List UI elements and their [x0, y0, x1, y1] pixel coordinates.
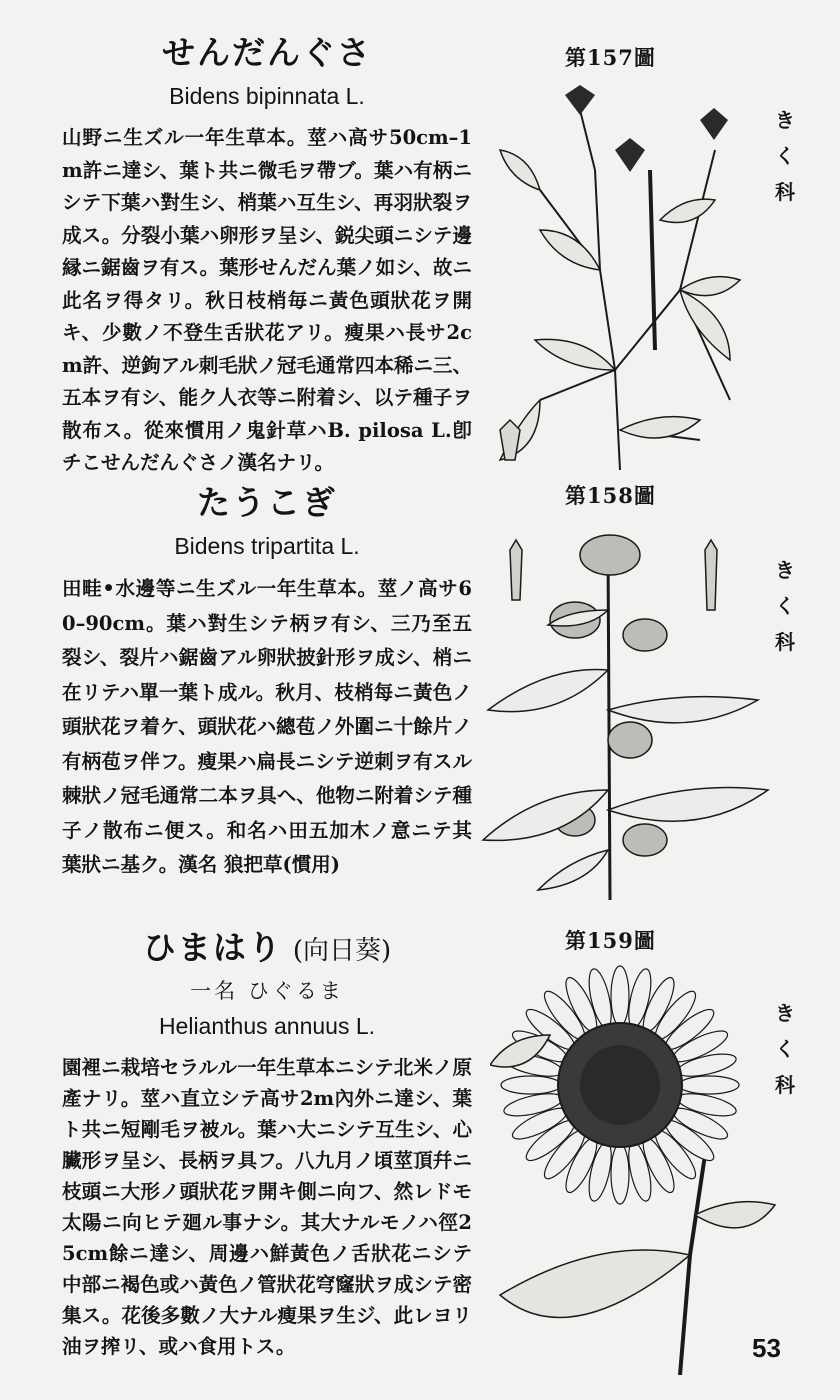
- alternate-name: 一名 ひぐるま: [190, 979, 344, 1003]
- sunflower-petal: [679, 1076, 739, 1094]
- sunflower-petal: [501, 1076, 561, 1094]
- entry-text: [62, 30, 472, 499]
- entry-text: [62, 480, 472, 902]
- scientific-name: Helianthus annuus L.: [158, 1013, 376, 1039]
- page-number: 53: [752, 1333, 781, 1363]
- scientific-name: Bidens bipinnata L.: [169, 83, 365, 109]
- sunflower-petal: [611, 966, 629, 1026]
- figure-label: 第157圖: [565, 45, 656, 70]
- entry-title: ひまはり (向日葵): [142, 928, 392, 967]
- bidens-tripartita-illustration: [480, 510, 780, 900]
- sunflower-petal: [611, 1144, 629, 1204]
- bidens-bipinnata-illustration: [480, 70, 760, 470]
- entry-title: たうこぎ: [197, 483, 337, 522]
- entry-description: 山野ニ生ズル一年生草本。莖ハ高サ50cm–1m許ニ達シ、葉ト共ニ微毛ヲ帶ブ。葉ハ有柄ニシテ下葉ハ對生シ、梢葉ハ互生シ、再羽狀裂ヲ成ス。分裂小葉ハ卵形ヲ呈シ、鋭尖頭ニシテ邊縁ニ鋸齒ヲ有ス。葉形せんだん葉ノ如シ、故ニ此名ヲ得タリ。秋日枝梢毎ニ黃色頭狀花ヲ開キ、少數ノ不登生舌狀花アリ。瘦果ハ長サ2cm許、逆鉤アル刺毛狀ノ冠毛通常四本稀ニ三、五本ヲ有シ、能ク人衣等ニ附着シ、以テ種子ヲ散布ス。從來慣用ノ鬼針草ハB. pilosa L.卽チこせんだんぐさノ漢名ナリ。: [62, 126, 472, 474]
- family-label: きく科: [775, 558, 795, 654]
- family-label: きく科: [775, 1001, 795, 1097]
- entry-title: せんだんぐさ: [162, 33, 372, 72]
- figure-label: 第159圖: [565, 928, 656, 953]
- entry-description: 園裡ニ栽培セラルル一年生草本ニシテ北米ノ原產ナリ。莖ハ直立シテ高サ2m內外ニ達シ、葉ト共ニ短剛毛ヲ被ル。葉ハ大ニシテ互生シ、心臟形ヲ呈シ、長柄ヲ具フ。八九月ノ頃莖頂幷ニ枝頭ニ大形ノ頭狀花ヲ開キ側ニ向フ、然レドモ太陽ニ向ヒテ廻ル事ナシ。其大ナルモノハ徑25cm餘ニ達シ、周邊ハ鮮黃色ノ舌狀花ニシテ中部ニ褐色或ハ黃色ノ管狀花穹窿狀ヲ成シテ密集ス。花後多數ノ大ナル瘦果ヲ生ジ、此レヨリ油ヲ搾リ、或ハ食用トス。: [62, 1056, 472, 1358]
- helianthus-annuus-illustration: [490, 955, 790, 1375]
- entry-text: [62, 925, 472, 1382]
- title-kanji: (向日葵): [292, 936, 392, 966]
- family-label: きく科: [775, 108, 795, 204]
- figure-label: 第158圖: [565, 483, 656, 508]
- entry-description: 田畦•水邊等ニ生ズル一年生草本。莖ノ高サ60–90cm。葉ハ對生シテ柄ヲ有シ、三乃至五裂シ、裂片ハ鋸齒アル卵狀披針形ヲ成シ、梢ニ在リテハ單一葉ト成ル。秋月、枝梢每ニ黃色ノ頭狀花ヲ着ケ、頭狀花ハ總苞ノ外圍ニ十餘片ノ有柄苞ヲ伴フ。瘦果ハ扁長ニシテ逆刺ヲ有スル棘狀ノ冠毛通常二本ヲ具ヘ、他物ニ附着シテ種子ノ散布ニ便ス。和名ハ田五加木ノ意ニテ其葉狀ニ基ク。漢名 狼把草(慣用): [62, 577, 472, 876]
- scientific-name: Bidens tripartita L.: [174, 533, 360, 559]
